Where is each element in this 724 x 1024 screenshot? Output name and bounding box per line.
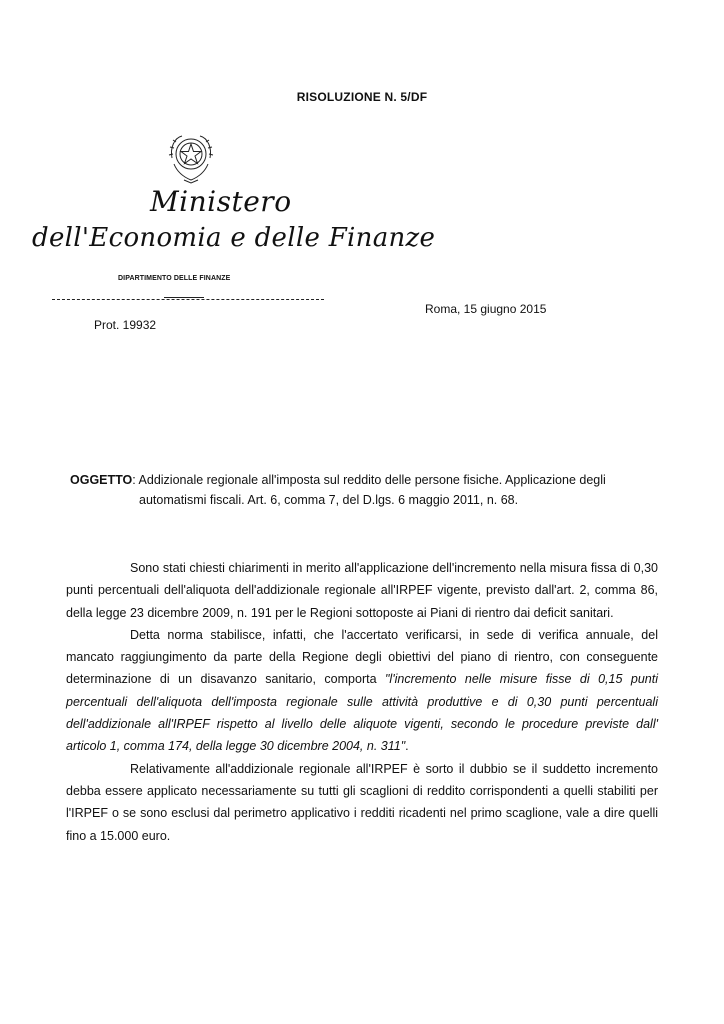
subject-block bbox=[70, 470, 658, 510]
paragraph-2 bbox=[66, 624, 658, 758]
paragraph-2-quote: "l'incremento nelle misure fisse di 0,15 punti percentuali dell'aliquota dell'imposta regionale sulle attività produttive e di 0,30 punti percentuali dell'addizionale all'IRPEF rispetto al livello delle aliquote vigenti, secondo le procedure previste dall' articolo 1, comma 174, della legge 30 dicembre 2004, n. 311" bbox=[66, 672, 658, 754]
paragraph-3: Relativamente all'addizionale regionale all'IRPEF è sorto il dubbio se il suddetto incremento debba essere applicato necessariamente su tutti gli scaglioni di reddito corrispondenti a quelli stabiliti per l'IRPEF o se sono esclusi dal perimetro applicativo i redditi ricadenti nel primo scaglione, vale a dire quelli fino a 15.000 euro. bbox=[66, 761, 658, 843]
protocol-number: Prot. 19932 bbox=[94, 318, 157, 332]
place-date: Roma, 15 giugno 2015 bbox=[425, 302, 547, 316]
subject-label: OGGETTO bbox=[70, 473, 133, 487]
divider bbox=[164, 297, 204, 298]
divider bbox=[52, 299, 324, 300]
ministry-subtitle: dell'Economia e delle Finanze bbox=[32, 223, 436, 253]
resolution-number: RISOLUZIONE N. 5/DF bbox=[296, 90, 428, 104]
subject-line-1: : Addizionale regionale all'imposta sul reddito delle persone fisiche. Applicazione degli bbox=[132, 473, 606, 487]
subject-line-2: automatismi fiscali. Art. 6, comma 7, del D.lgs. 6 maggio 2011, n. 68. bbox=[139, 493, 519, 507]
paragraph-1: Sono stati chiesti chiarimenti in merito all'applicazione dell'incremento nella misura fissa di 0,30 punti percentuali dell'aliquota dell'addizionale regionale all'IRPEF vigente, previsto dall'art. 2, comma 86, della legge 23 dicembre 2009, n. 191 per le Regioni sottoposte ai Piani di rientro dai deficit sanitari. bbox=[66, 561, 658, 620]
ministry-title: Ministero bbox=[150, 185, 292, 218]
body-text bbox=[66, 557, 658, 847]
republic-emblem-icon bbox=[164, 128, 218, 186]
department-name: DIPARTIMENTO DELLE FINANZE bbox=[118, 275, 231, 282]
paragraph-2-text: Detta norma stabilisce, infatti, che l'accertato verificarsi, in sede di verifica annuale, del mancato raggiungimento da parte della Regione degli obiettivi del piano di rientro, con conseguente determinazione di un disavanzo sanitario, comporta bbox=[66, 627, 658, 687]
paragraph-2-end: . bbox=[405, 739, 409, 754]
